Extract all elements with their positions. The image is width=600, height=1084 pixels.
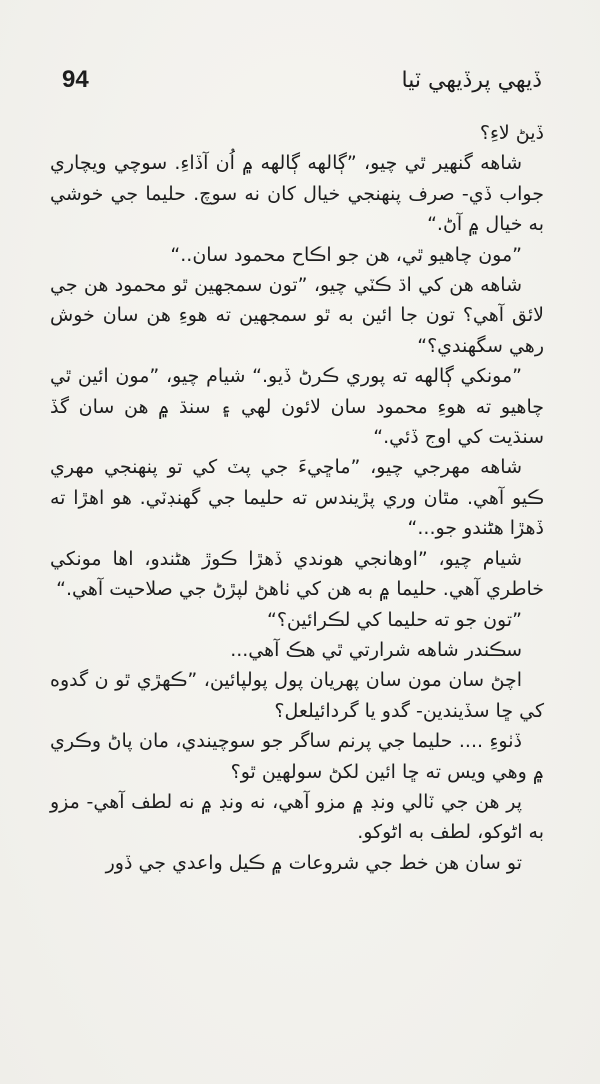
paragraph-7: شيام چيو، ”اوهانجي هوندي ڏهڙا ڪوڙ هڻندو، اها مونکي خاطري آهي. حليما ۾ به هن کي ٺاهڻ لپڙڻ جي صلاحيت آهي.“ <box>50 547 544 601</box>
paragraph-11: ڏٺوءِ .... حليما جي پرنم ساگر جو سوچيندي، مان پاڻ وڪري ۾ وهي ويس ته ڇا ائين لکڻ سولهين ٿو؟ <box>50 730 544 783</box>
page-header <box>62 64 542 104</box>
paragraph-2: شاهه گنهير ٿي چيو، ”ڳالهه ڳالهه ۾ اُن آڏاءِ. سوچي ويچاري جواب ڏي- صرف پنهنجي خيال کان نه سوچ. حليما جي خوشي به خيال ۾ آڻ.“ <box>50 152 544 236</box>
page-number: 94 <box>62 66 89 93</box>
body-text <box>50 118 544 878</box>
paragraph-9: سڪندر شاهه شرارتي ٿي هڪ آهي... <box>230 638 522 661</box>
paragraph-5: ”مونکي ڳالهه ته پوري ڪرڻ ڏيو.“ شيام چيو، ”مون ائين ٿي چاهيو ته هوءِ محمود سان لائون لهي ۽ سنڌ ۾ هن سان گڏ سنڌيت کي اوج ڏئي.“ <box>50 365 544 449</box>
paragraph-8: ”تون جو ته حليما کي لڪرائين؟“ <box>266 608 522 631</box>
paragraph-10: اچڻ سان مون سان پهريان پول پولپائين، ”ڪهڙي ٿو ن گدوه کي ڇا سڏيندين- گدو يا گردائيلعل؟ <box>50 669 544 722</box>
paragraph-4: شاهه هن کي اڌ ڪٽي چيو، ”تون سمجهين ٿو محمود هن جي لائق آهي؟ تون جا ائين به ٿو سمجهين ته هوءِ هن سان خوش رهي سگهندي؟“ <box>50 274 544 357</box>
paragraph-3: ”مون چاهيو ٿي، هن جو اڪاح محمود سان..“ <box>170 243 522 266</box>
running-title: ڏيهي پرڏيهي ٽيا <box>401 68 542 93</box>
paragraph-6: شاهه مهرجي چيو، ”ماڇيءَ جي پٽ کي تو پنهنجي مهري ڪيو آهي. مٿان وري پڙيندس ته حليما جي گهنڊٽي. هو اهڙا ته ڏهڙا هڻندو جو...“ <box>50 456 544 540</box>
paragraph-13: تو سان هن خط جي شروعات ۾ ڪيل واعدي جي ڏور <box>105 851 522 874</box>
paragraph-12: پر هن جي ٽالي ونڊ ۾ مزو آهي، نه ونڊ ۾ نه لطف آهي- مزو به اڻوکو، لطف به اڻوکو. <box>50 790 544 844</box>
paragraph-1: ڏيڻ لاءِ؟ <box>479 122 544 144</box>
